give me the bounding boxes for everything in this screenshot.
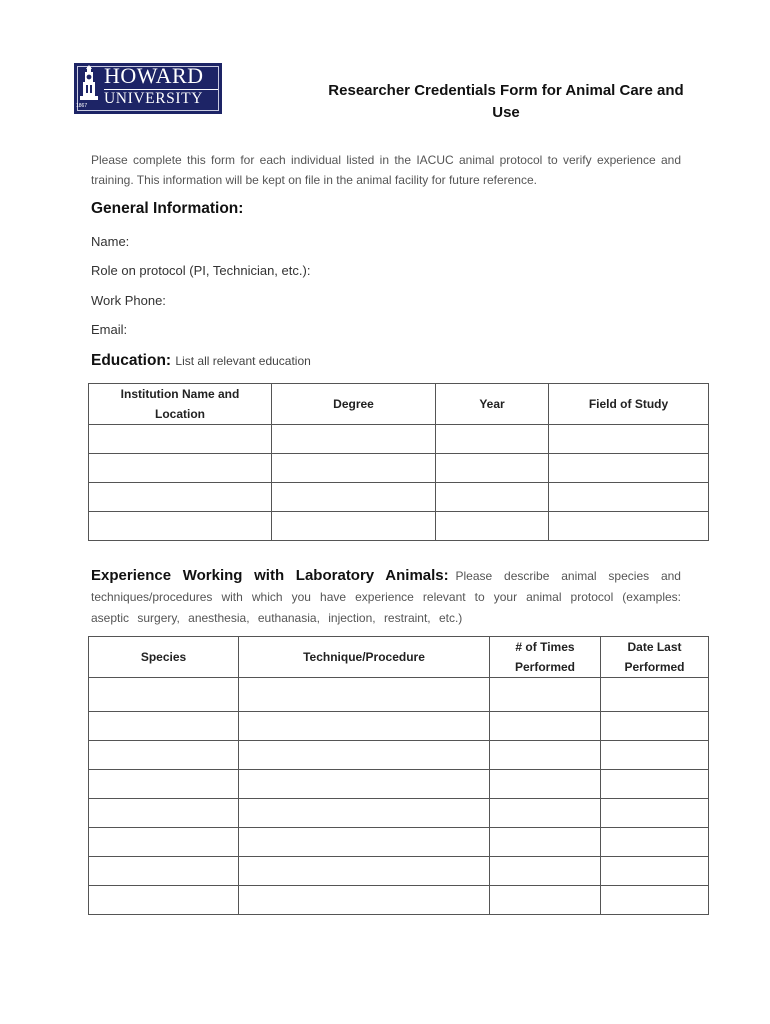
intro-text: Please complete this form for each individual listed in the IACUC animal protocol to verify experience and training. This information will be kept on file in the animal facility for future reference. xyxy=(91,153,681,187)
table-row xyxy=(89,678,709,712)
email-field-label: Email: xyxy=(91,322,128,337)
experience-cell[interactable] xyxy=(89,857,239,886)
logo-university-text: UNIVERSITY xyxy=(104,90,203,107)
table-row xyxy=(89,799,709,828)
experience-cell[interactable] xyxy=(490,886,601,915)
name-field-label: Name: xyxy=(91,234,130,249)
experience-cell[interactable] xyxy=(239,886,490,915)
experience-header-row xyxy=(89,637,709,678)
table-row xyxy=(89,425,709,454)
experience-cell[interactable] xyxy=(490,828,601,857)
education-cell[interactable] xyxy=(272,483,436,512)
experience-cell[interactable] xyxy=(239,857,490,886)
role-field-label: Role on protocol (PI, Technician, etc.): xyxy=(91,263,311,278)
education-cell[interactable] xyxy=(549,512,709,541)
education-cell[interactable] xyxy=(89,454,272,483)
education-col-field: Field of Study xyxy=(549,384,709,425)
howard-university-logo xyxy=(74,63,222,114)
experience-cell[interactable] xyxy=(601,678,709,712)
experience-description: Please describe animal species and techniques/procedures with which you have experience relevant to your animal protocol (examples: aseptic surgery, anesthesia, euthanasia, injection, restraint, etc.) xyxy=(91,569,681,625)
education-cell[interactable] xyxy=(549,425,709,454)
education-col-institution: Institution Name and Location xyxy=(89,384,272,425)
page-title: Researcher Credentials Form for Animal Care and Use xyxy=(328,82,684,121)
experience-cell[interactable] xyxy=(601,886,709,915)
table-row xyxy=(89,454,709,483)
experience-col-species: Species xyxy=(89,637,239,678)
table-row xyxy=(89,828,709,857)
education-header-row xyxy=(89,384,709,425)
experience-cell[interactable] xyxy=(490,799,601,828)
education-cell[interactable] xyxy=(272,425,436,454)
table-row xyxy=(89,886,709,915)
experience-col-times: # of Times Performed xyxy=(490,637,601,678)
experience-cell[interactable] xyxy=(239,741,490,770)
table-row xyxy=(89,770,709,799)
experience-cell[interactable] xyxy=(490,770,601,799)
experience-cell[interactable] xyxy=(601,741,709,770)
experience-cell[interactable] xyxy=(89,712,239,741)
work-phone-field-label: Work Phone: xyxy=(91,293,166,308)
experience-cell[interactable] xyxy=(239,799,490,828)
experience-cell[interactable] xyxy=(89,828,239,857)
table-row xyxy=(89,483,709,512)
experience-cell[interactable] xyxy=(89,770,239,799)
experience-cell[interactable] xyxy=(601,770,709,799)
education-cell[interactable] xyxy=(89,512,272,541)
experience-cell[interactable] xyxy=(490,741,601,770)
education-heading xyxy=(91,352,311,370)
education-heading-label: Education: xyxy=(91,352,172,369)
table-row xyxy=(89,741,709,770)
experience-cell[interactable] xyxy=(239,712,490,741)
table-row xyxy=(89,512,709,541)
experience-col-date: Date Last Performed xyxy=(601,637,709,678)
experience-cell[interactable] xyxy=(239,828,490,857)
experience-cell[interactable] xyxy=(89,741,239,770)
experience-cell[interactable] xyxy=(89,886,239,915)
experience-cell[interactable] xyxy=(601,712,709,741)
education-cell[interactable] xyxy=(89,425,272,454)
experience-heading: Experience Working with Laboratory Animals: xyxy=(91,567,449,584)
experience-cell[interactable] xyxy=(490,678,601,712)
experience-cell[interactable] xyxy=(601,857,709,886)
education-cell[interactable] xyxy=(436,454,549,483)
experience-cell[interactable] xyxy=(239,770,490,799)
education-cell[interactable] xyxy=(549,483,709,512)
education-cell[interactable] xyxy=(436,483,549,512)
education-cell[interactable] xyxy=(549,454,709,483)
experience-cell[interactable] xyxy=(601,799,709,828)
education-cell[interactable] xyxy=(436,425,549,454)
experience-cell[interactable] xyxy=(239,678,490,712)
experience-col-technique: Technique/Procedure xyxy=(239,637,490,678)
education-cell[interactable] xyxy=(89,483,272,512)
logo-howard-text: HOWARD xyxy=(104,63,204,88)
experience-section-heading xyxy=(91,565,681,629)
table-row xyxy=(89,712,709,741)
education-col-degree: Degree xyxy=(272,384,436,425)
education-table xyxy=(88,383,709,541)
experience-cell[interactable] xyxy=(89,799,239,828)
education-cell[interactable] xyxy=(436,512,549,541)
education-cell[interactable] xyxy=(272,512,436,541)
experience-cell[interactable] xyxy=(89,678,239,712)
experience-cell[interactable] xyxy=(601,828,709,857)
education-subheading: List all relevant education xyxy=(175,354,311,368)
education-col-year: Year xyxy=(436,384,549,425)
education-cell[interactable] xyxy=(272,454,436,483)
experience-table xyxy=(88,636,709,915)
general-info-heading: General Information: xyxy=(91,200,244,217)
table-row xyxy=(89,857,709,886)
logo-year: 1867 xyxy=(76,103,88,109)
experience-cell[interactable] xyxy=(490,857,601,886)
experience-cell[interactable] xyxy=(490,712,601,741)
